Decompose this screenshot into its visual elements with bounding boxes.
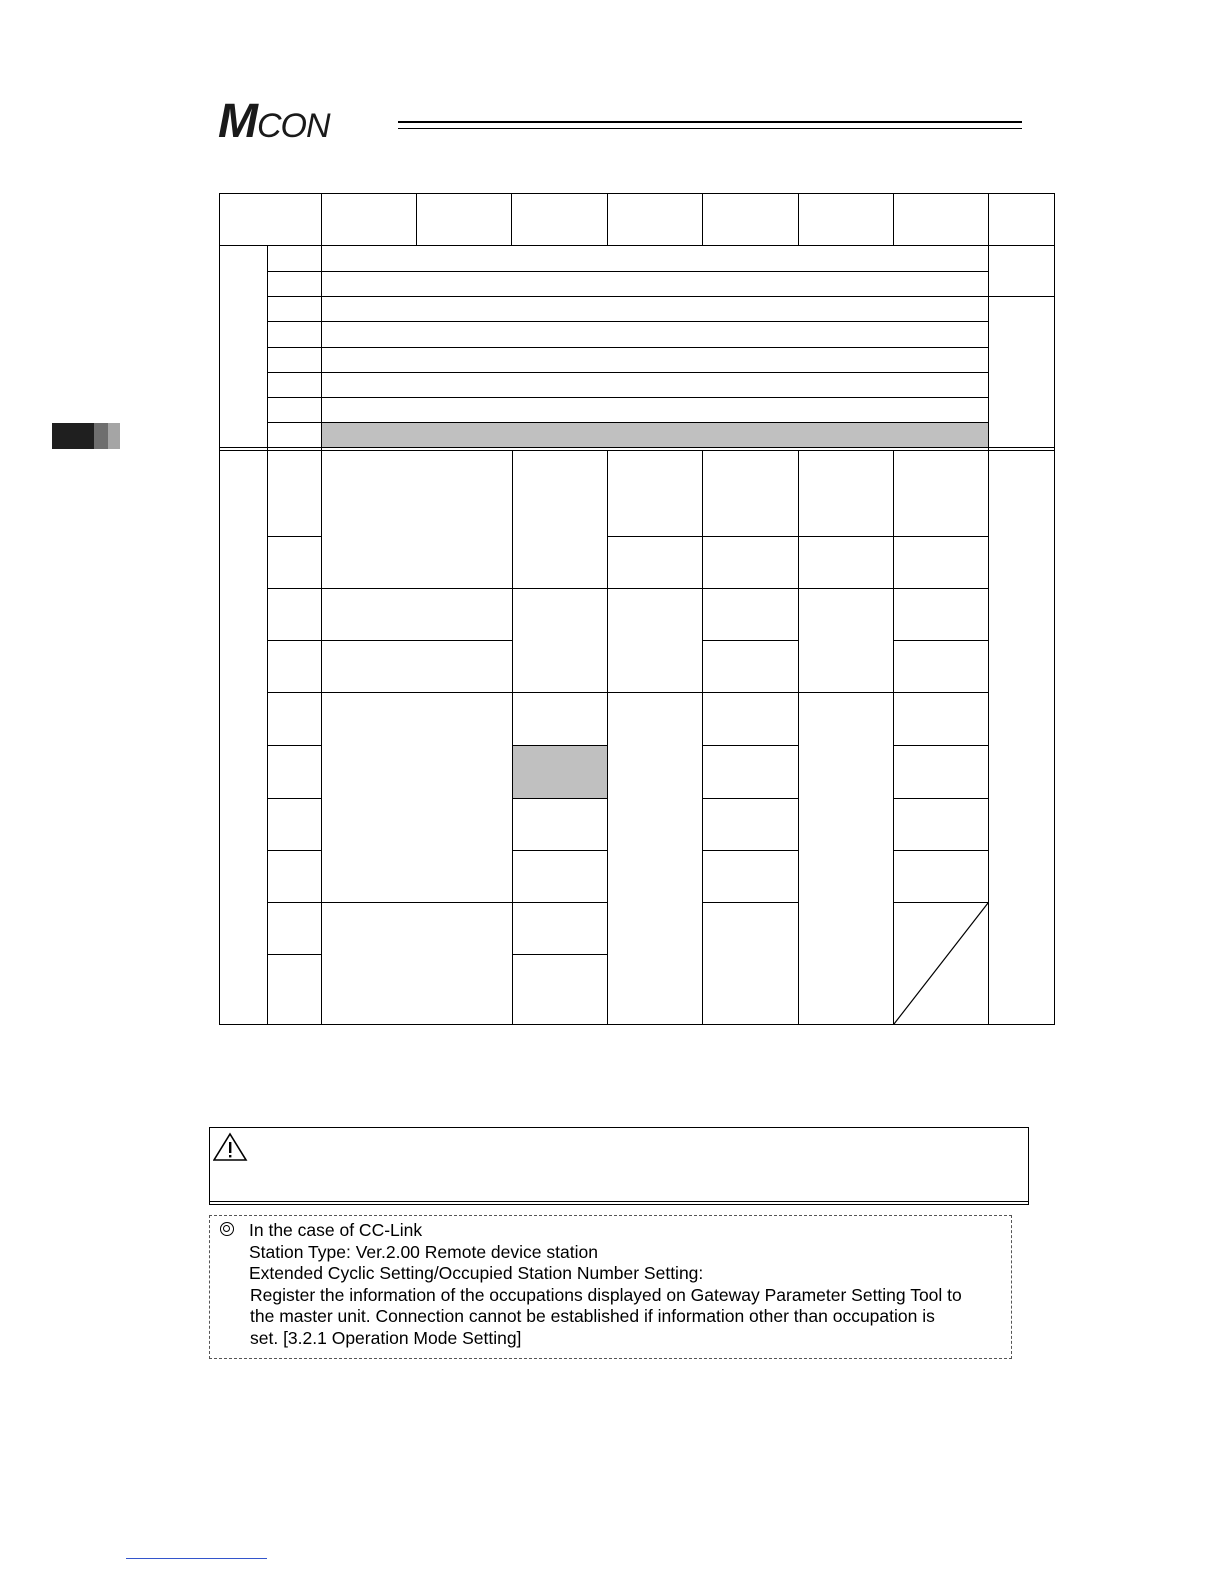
header-divider xyxy=(607,193,608,245)
chapter-tab-mid xyxy=(94,423,108,449)
note-connection-line: the master unit. Connection cannot be established if information other than occupation is xyxy=(250,1306,935,1326)
shaded-cell xyxy=(512,745,607,798)
row-divider xyxy=(267,902,608,903)
column-divider xyxy=(798,450,799,1025)
row-divider xyxy=(512,954,608,955)
column-divider xyxy=(321,245,322,1025)
note-extended-setting: Extended Cyclic Setting/Occupied Station Number Setting: xyxy=(249,1263,704,1283)
column-divider xyxy=(512,450,513,1025)
row-divider xyxy=(267,798,322,799)
header-divider xyxy=(416,193,417,245)
table-border-top xyxy=(219,193,1055,194)
double-rule-lower xyxy=(219,450,1055,451)
header-divider xyxy=(321,193,322,245)
header-rule-bottom xyxy=(398,128,1022,129)
header-divider xyxy=(798,193,799,245)
row-divider xyxy=(267,536,322,537)
column-divider xyxy=(893,450,894,1025)
row-divider xyxy=(893,902,989,903)
caution-box xyxy=(209,1127,1029,1205)
not-applicable-diagonal xyxy=(893,902,989,1025)
row-divider xyxy=(267,954,322,955)
row-divider xyxy=(702,850,799,851)
column-divider xyxy=(702,450,703,1025)
header-divider xyxy=(893,193,894,245)
row-divider xyxy=(702,640,799,641)
double-rule-upper xyxy=(219,447,1055,448)
row-divider xyxy=(702,745,799,746)
table-border-right xyxy=(1054,193,1055,1025)
row-divider xyxy=(267,296,1055,297)
footer-link-underline xyxy=(126,1558,267,1559)
row-divider xyxy=(512,850,608,851)
header-divider xyxy=(702,193,703,245)
column-divider xyxy=(988,245,989,1025)
row-divider xyxy=(607,536,989,537)
note-station-type: Station Type: Ver.2.00 Remote device station xyxy=(249,1242,598,1262)
row-divider xyxy=(267,397,989,398)
chapter-tab-light xyxy=(108,423,120,449)
table-border-left xyxy=(219,193,220,1025)
row-divider xyxy=(512,798,608,799)
logo-letters-con: CON xyxy=(256,107,330,145)
logo-letter-m: M xyxy=(218,95,257,148)
chapter-tab-dark xyxy=(52,423,94,449)
row-divider xyxy=(267,347,989,348)
note-heading: In the case of CC-Link xyxy=(249,1220,423,1240)
row-divider xyxy=(267,745,322,746)
header-divider xyxy=(988,193,989,245)
warning-triangle-icon xyxy=(213,1132,249,1162)
row-divider xyxy=(267,422,989,423)
row-divider xyxy=(267,271,989,272)
shaded-row-cell xyxy=(321,423,988,447)
note-register-line: Register the information of the occupations displayed on Gateway Parameter Setting Tool to xyxy=(250,1285,962,1305)
mcon-logo xyxy=(218,95,330,148)
row-divider xyxy=(702,902,799,903)
row-divider xyxy=(702,798,799,799)
row-divider xyxy=(267,640,513,641)
row-divider xyxy=(267,372,989,373)
header-row-bottom xyxy=(219,245,1055,246)
row-divider xyxy=(512,745,608,746)
row-divider xyxy=(893,640,989,641)
row-divider xyxy=(267,588,989,589)
row-divider xyxy=(267,850,322,851)
row-divider xyxy=(267,692,989,693)
row-divider xyxy=(893,850,989,851)
note-reference-line: set. [3.2.1 Operation Mode Setting] xyxy=(250,1328,522,1348)
header-divider xyxy=(511,193,512,245)
row-divider xyxy=(893,798,989,799)
row-divider xyxy=(267,321,989,322)
column-divider xyxy=(267,245,268,1025)
double-circle-icon xyxy=(220,1222,234,1236)
column-divider xyxy=(607,450,608,1025)
header-rule-top xyxy=(398,121,1022,123)
table-border-bottom xyxy=(219,1024,1055,1025)
row-divider xyxy=(893,745,989,746)
